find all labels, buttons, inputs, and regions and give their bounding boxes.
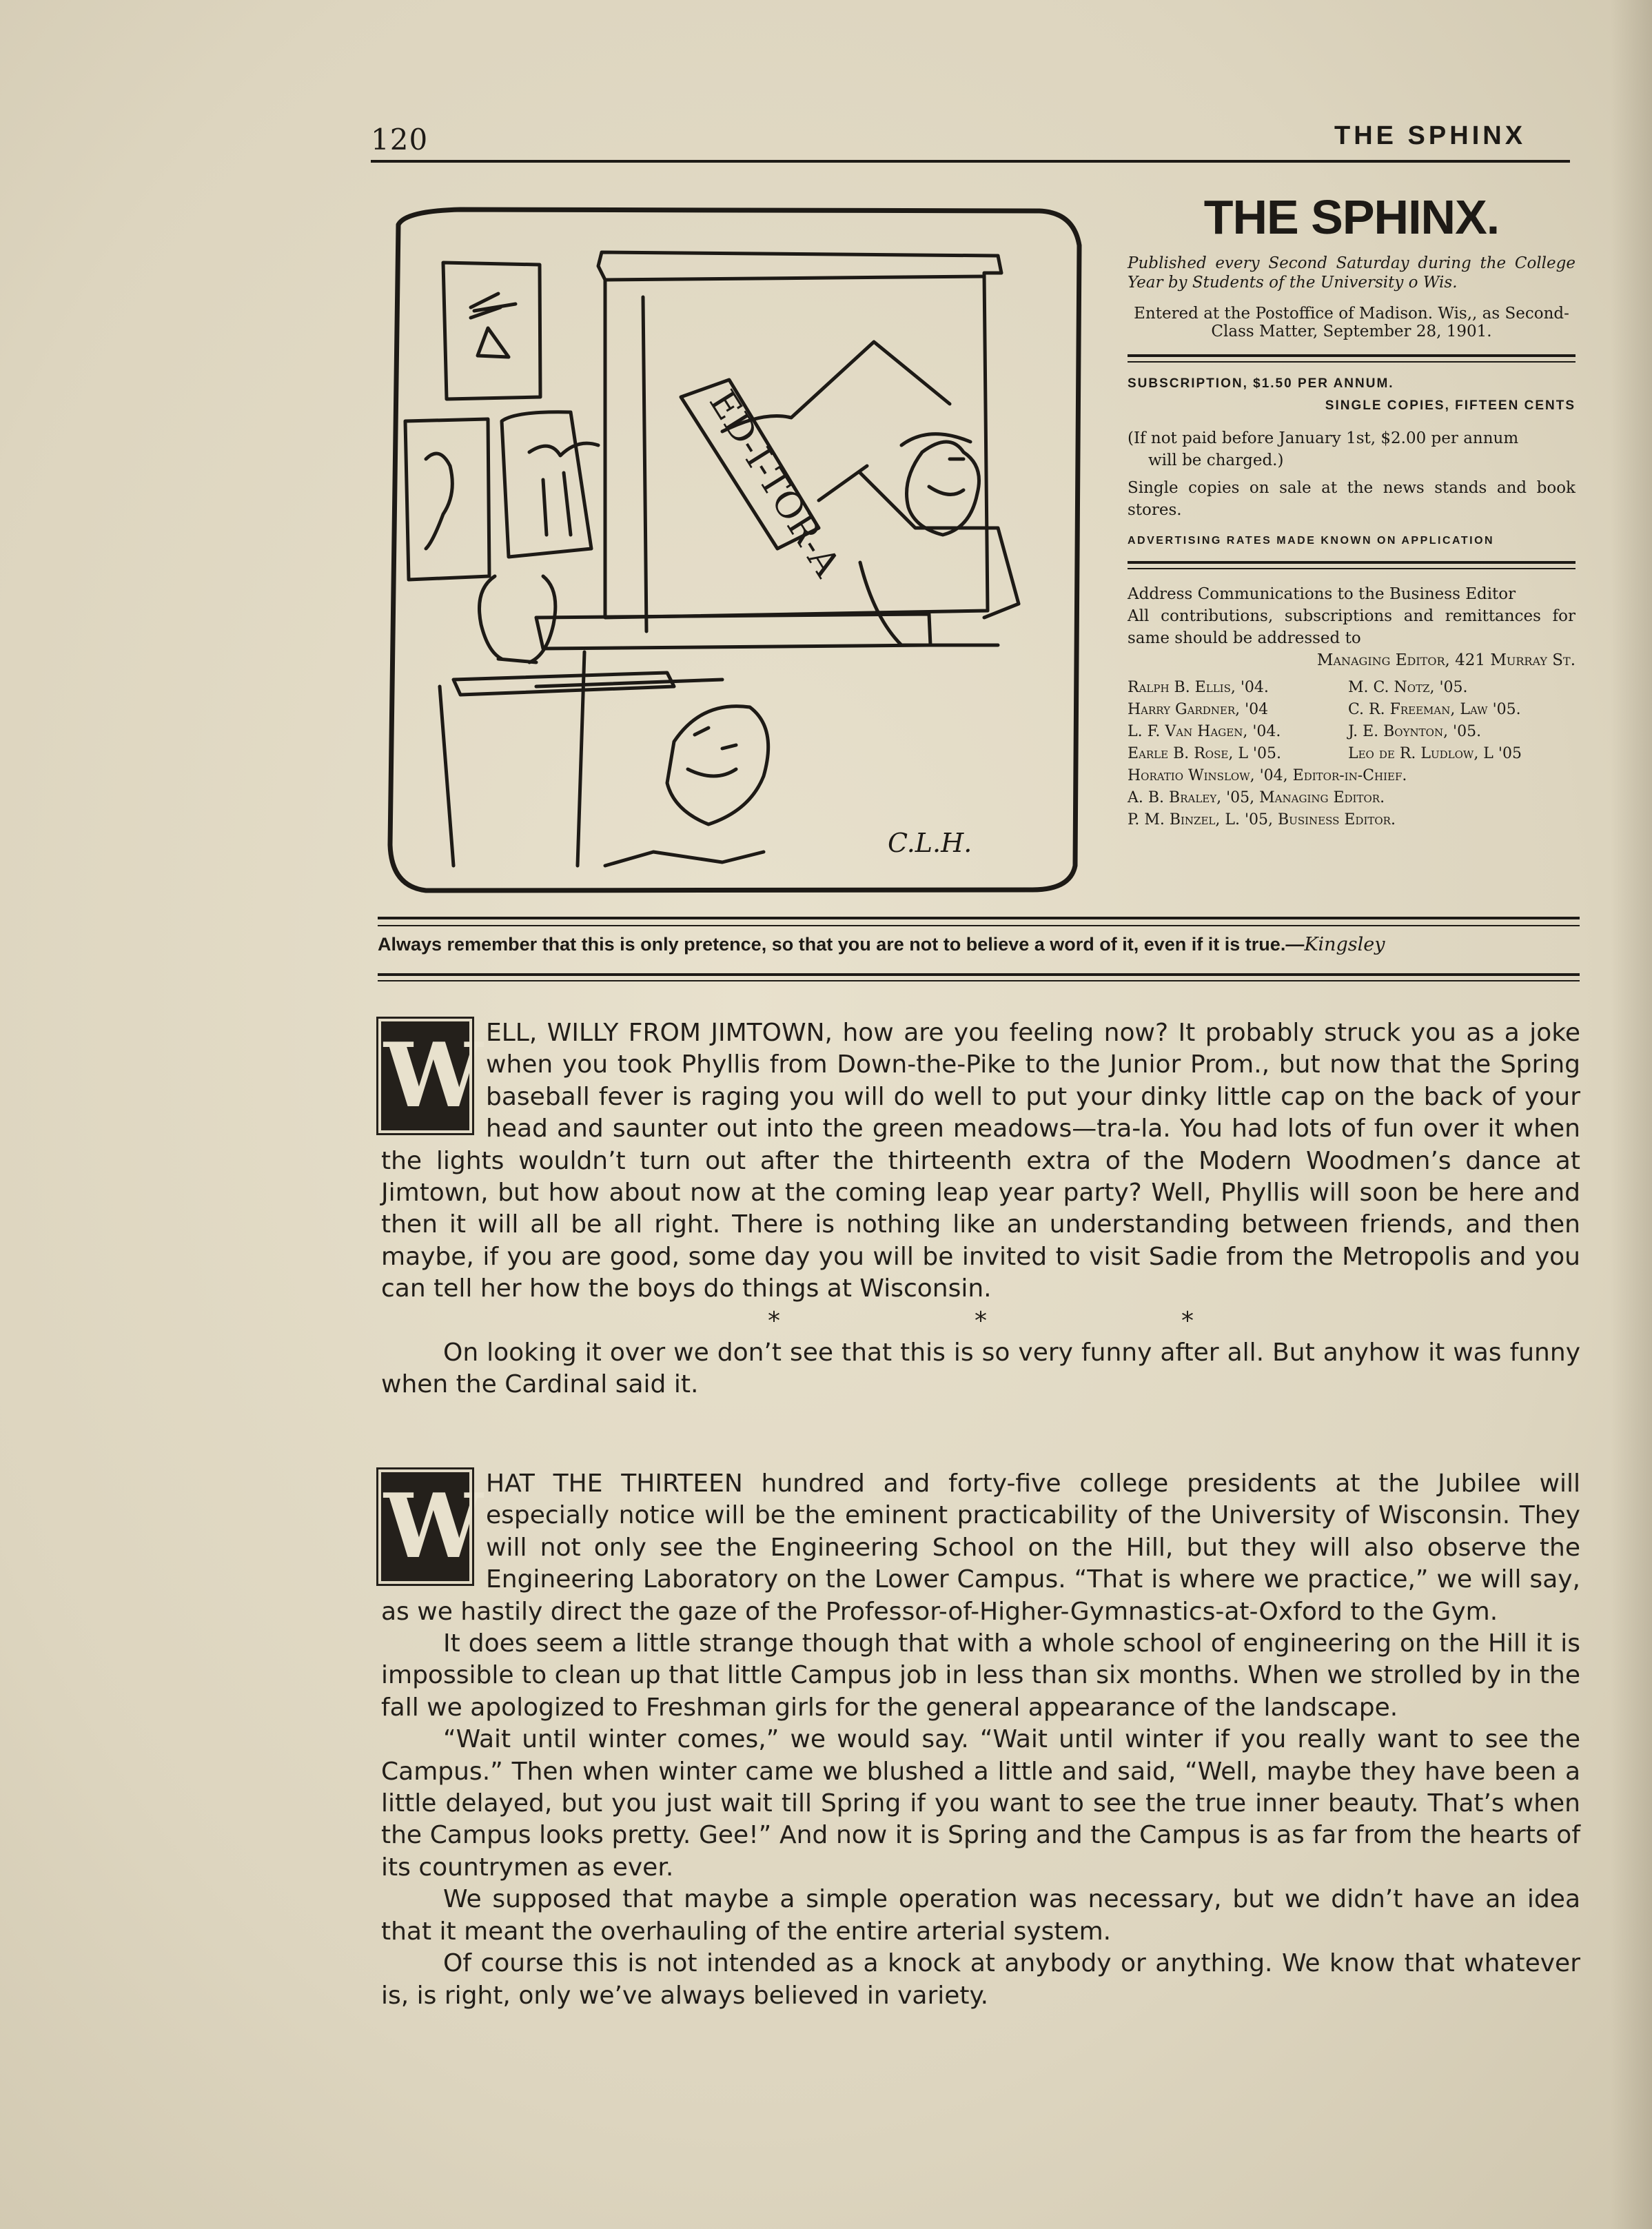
star: * [1181,1306,1194,1335]
article2-para3: “Wait until winter comes,” we would say. “Wait until winter if you really want to see the Campus.” Then when winter came we blushed a little and said, “Well, maybe they have been a little delayed, but you just wait till Spring if you want to see the true inner beauty. That’s when the Campus looks pretty. Gee!” And now it is Spring and the Campus is as far from the hearts of its countrymen as ever. [381,1725,1580,1882]
published-line: Published every Second Saturday during the College Year by Students of the University o Wis. [1128,254,1575,292]
epigraph-text: Always remember that this is only pretence, so that you are not to believe a word of it, even if it is true.— [378,934,1305,955]
entered-line: Entered at the Postoffice of Madison. Wis,, as Second-Class Matter, September 28, 1901. [1134,305,1569,340]
article1-para2: On looking it over we don’t see that this is so very funny after all. But anyhow it was funny when the Cardinal said it. [381,1339,1580,1399]
editor-cartoon-illustration [378,204,1103,896]
staff-name: C. R. Freeman, Law '05. [1348,701,1521,718]
epigraph-author: Kingsley [1304,934,1385,955]
running-title: THE SPHINX [1334,121,1527,150]
advertising-line: ADVERTISING RATES MADE KNOWN ON APPLICATION [1128,535,1495,547]
managing-editor: A. B. Braley, '05, Managing Editor. [1128,789,1385,806]
late-payment-text: (If not paid before January 1st, $2.00 per annum [1128,429,1519,447]
subscription-line: SUBSCRIPTION, $1.50 PER ANNUM. [1128,376,1394,391]
star: * [768,1306,780,1335]
article-willy [381,1017,1580,1401]
masthead-title: THE SPHINX. [1203,190,1500,244]
article-thirteen [381,1468,1580,2012]
header-rule [371,160,1570,163]
illustration-signature: C.L.H. [888,828,972,858]
article2-para5: Of course this is not intended as a knock at anybody or anything. We know that whatever is, is right, only we’ve always believed in variety. [381,1949,1580,2010]
page-edge-shadow [1611,0,1652,2229]
staff-name: M. C. Notz, '05. [1348,679,1468,696]
article1-para1: ELL, WILLY FROM JIMTOWN, how are you feeling now? It probably struck you as a joke when you took Phyllis from Down-the-Pike to the Junior Prom., but now that the Spring baseball fever is raging you will do well to put your dinky little cap on the back of your head and saunter out into the green meadows—tra-la. You had lots of fun over it when the lights wouldn’t turn out after the thirteenth extra of the Modern Woodmen’s dance at Jimtown, but how about now at the coming leap year party? Well, Phyllis will soon be here and then it will all be all right. There is nothing like an understanding between friends, and then maybe, if you are good, some day you will be invited to visit Sadie from the Metropolis and you can tell her how the boys do things at Wisconsin. [381,1019,1580,1303]
article2-para4: We supposed that maybe a simple operation was necessary, but we didn’t have an idea that it meant the overhauling of the entire arterial system. [381,1885,1580,1946]
masthead-rule-1 [1128,354,1575,363]
staff-name: Leo de R. Ludlow, L '05 [1348,745,1522,762]
business-editor: P. M. Binzel, L. '05, Business Editor. [1128,811,1396,828]
section-stars [381,1305,1580,1337]
article2-para1: HAT THE THIRTEEN hundred and forty-five college presidents at the Jubilee will especially notice will be the eminent practicability of the University of Wisconsin. They will not only see the Engineering School on the Hill, but they will also observe the Engineering Laboratory on the Lower Campus. “That is where we practice,” we will say, as we hastily direct the gaze of the Professor-of-Higher-Gymnastics-at-Oxford to the Gym. [381,1469,1580,1626]
staff-list [1128,677,1575,765]
epigraph-rule-bottom [378,973,1580,981]
staff-name: Earle B. Rose, L '05. [1128,745,1281,762]
single-copies-sale: Single copies on sale at the news stands and book stores. [1128,479,1575,519]
svg-text:ED-I-TOR-A: ED-I-TOR-A [700,383,848,584]
article2-para2: It does seem a little strange though that with a whole school of engineering on the Hill it is impossible to clean up that little Campus job in less than six months. When we strolled by in the fall we apologized to Freshman girls for the general appearance of the landscape. [381,1629,1580,1722]
staff-name: L. F. Van Hagen, '04. [1128,723,1281,740]
dropcap-w-1: W [381,1021,469,1130]
page-number: 120 [371,123,429,156]
dropcap-w-2: W [381,1472,469,1581]
masthead-rule-2 [1128,561,1575,569]
staff-name: Ralph B. Ellis, '04. [1128,679,1269,696]
single-copies-line: SINGLE COPIES, FIFTEEN CENTS [1325,398,1575,413]
epigraph [378,934,1580,955]
masthead-column [1128,186,1575,831]
late-payment-text-2: will be charged.) [1148,451,1284,469]
epigraph-rule-top [378,917,1580,926]
late-payment-line [1128,427,1575,471]
editor-in-chief: Horatio Winslow, '04, Editor-in-Chief. [1128,767,1407,784]
contributions-line: All contributions, subscriptions and remittances for same should be addressed to [1128,607,1575,647]
staff-name: Harry Gardner, '04 [1128,701,1269,718]
address-line: Address Communications to the Business Editor [1128,585,1516,603]
managing-editor-address: Managing Editor, 421 Murray St. [1316,651,1575,669]
star: * [975,1306,987,1335]
staff-name: J. E. Boynton, '05. [1348,723,1482,740]
